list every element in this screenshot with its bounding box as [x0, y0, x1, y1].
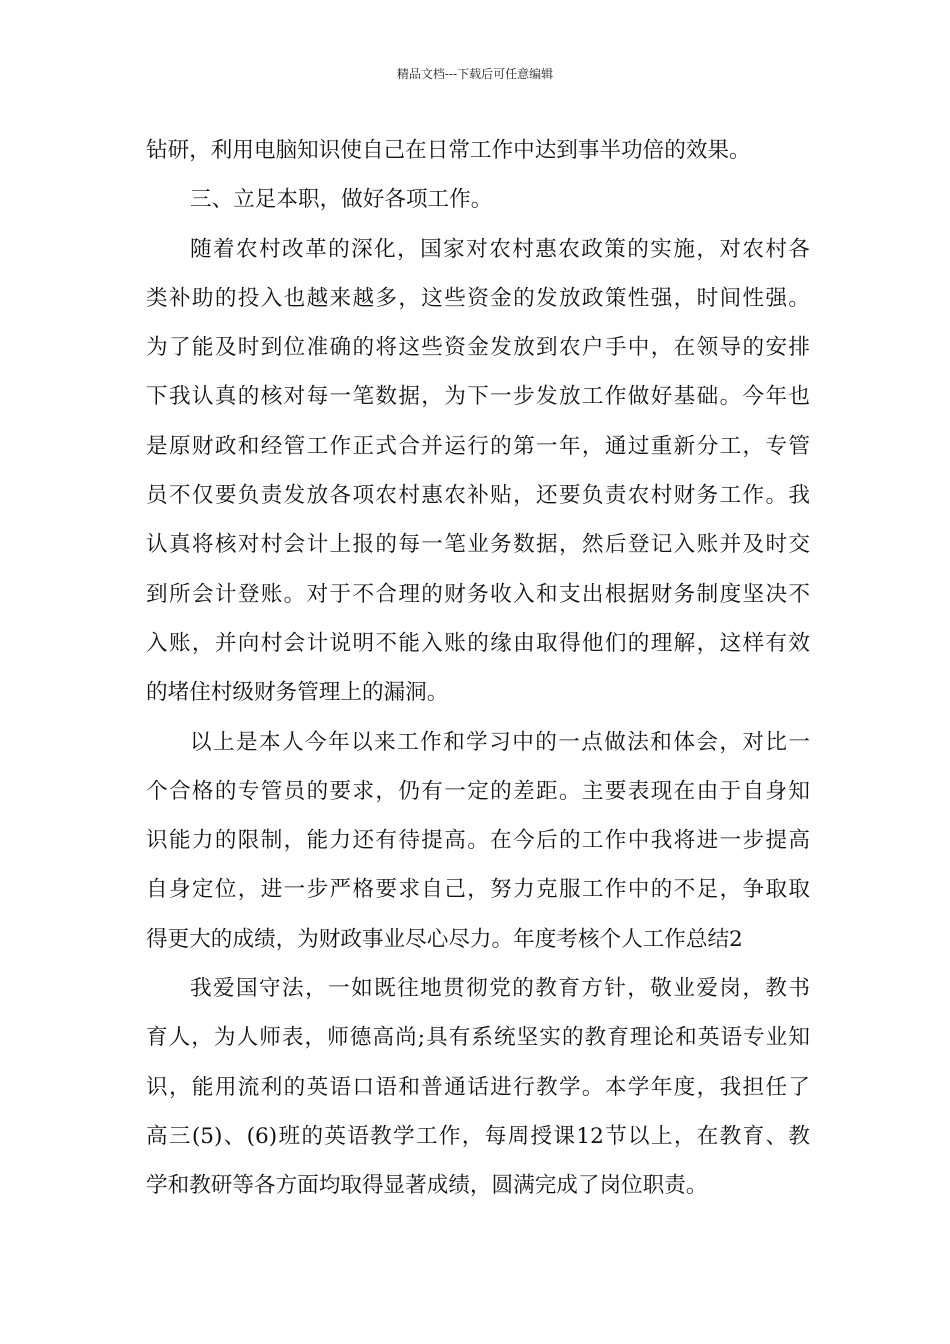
paragraph-line: 得更大的成绩，为财政事业尽心尽力。年度考核个人工作总结2	[146, 926, 743, 952]
paragraph-line: 自身定位，进一步严格要求自己，努力克服工作中的不足，争取取	[146, 877, 810, 903]
text-line: 钻研，利用电脑知识使自己在日常工作中达到事半功倍的效果。	[146, 138, 751, 163]
paragraph-line: 是原财政和经管工作正式合并运行的第一年，通过重新分工，专管	[146, 433, 810, 459]
paragraph-line: 以上是本人今年以来工作和学习中的一点做法和体会，对比一	[190, 729, 810, 755]
paragraph-line: 育人，为人师表，师德高尚;具有系统坚实的教育理论和英语专业知	[146, 1025, 810, 1051]
paragraph-line: 类补助的投入也越来越多，这些资金的发放政策性强，时间性强。	[146, 285, 810, 311]
paragraph-line: 入账，并向村会计说明不能入账的缘由取得他们的理解，这样有效	[146, 630, 810, 656]
document-body	[146, 131, 810, 1216]
paragraph-line: 我爱国守法，一如既往地贯彻党的教育方针，敬业爱岗，教书	[190, 976, 810, 1002]
paragraph-line: 识能力的限制，能力还有待提高。在今后的工作中我将进一步提高	[146, 828, 810, 854]
paragraph-line: 为了能及时到位准确的将这些资金发放到农户手中，在领导的安排	[146, 335, 810, 361]
paragraph-line: 个合格的专管员的要求，仍有一定的差距。主要表现在由于自身知	[146, 778, 810, 804]
paragraph-line: 的堵住村级财务管理上的漏洞。	[146, 680, 449, 706]
paragraph-line: 学和教研等各方面均取得显著成绩，圆满完成了岗位职责。	[146, 1173, 708, 1199]
paragraph-line: 到所会计登账。对于不合理的财务收入和支出根据财务制度坚决不	[146, 581, 810, 607]
paragraph-line: 下我认真的核对每一笔数据，为下一步发放工作做好基础。今年也	[146, 384, 810, 410]
section-heading: 三、立足本职，做好各项工作。	[190, 187, 493, 213]
page-header: 精品文档---下载后可任意编辑	[396, 67, 554, 81]
paragraph-line: 识，能用流利的英语口语和普通话进行教学。本学年度，我担任了	[146, 1074, 810, 1100]
paragraph-line: 认真将核对村会计上报的每一笔业务数据，然后登记入账并及时交	[146, 532, 810, 558]
paragraph-line: 随着农村改革的深化，国家对农村惠农政策的实施，对农村各	[190, 236, 810, 262]
paragraph-line: 高三(5)、(6)班的英语教学工作，每周授课12节以上，在教育、教	[146, 1123, 810, 1149]
paragraph-line: 员不仅要负责发放各项农村惠农补贴，还要负责农村财务工作。我	[146, 483, 810, 509]
